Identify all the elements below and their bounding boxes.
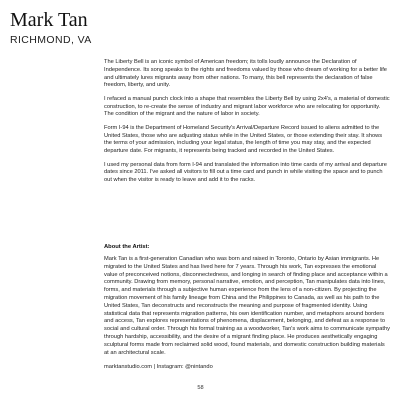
- artist-bio: Mark Tan is a first-generation Canadian who was born and raised in Toronto, Ontario by Asian immigrants. He migrated to the United States and has lived here for 7 years. Through his work, Tan expresses the emotional value of preconceived notions, disconnectedness, and longing in search of finding place and acceptance within a community. Drawing from memory, personal narrative, emotion, and perception, Tan manipulates data into lines, forms, and materials through a subjective human experience from the lens of a non-citizen. By projecting the migration movement of his family lineage from China and the Philippines to Canada, as well as his path to the United States, Tan deconstructs and reconstructs the meaning and purpose of fragmented identity. Using statistical data that represents migration patterns, his own identification number, and metaphors around borders and access, Tan explores representations of phenomena, displacement, belonging, and defeat as a response to social and cultural order. Through his formal training as a woodworker, Tan's work aims to communicate sympathy through hardship, accessibility, and the desire of a migrant finding place. He produces aesthetically engaging sculptural forms made from reclaimed solid wood, found materials, and domestic construction building materials at an architectural scale.: [104, 256, 391, 356]
- statement-paragraph: I refaced a manual punch clock into a shape that resembles the Liberty Bell by using 2x4's, a material of domestic construction, to re-create the sense of industry and migrant labor workforce who are relocating for opportunity. The condition of the migrant and the nature of labor in society.: [104, 95, 390, 118]
- statement-paragraph: The Liberty Bell is an iconic symbol of American freedom; its tolls loudly announce the Declaration of Independence. Its song speaks to the rights and freedoms valued by those who dream of working for a better life and ultimately lures migrants away from other nations. To many, this bell represents the declaration of false freedom, liberty, and unity.: [104, 59, 387, 89]
- artist-statement: [104, 59, 390, 191]
- about-artist-heading: About the Artist:: [104, 244, 150, 250]
- artist-location: RICHMOND, VA: [10, 34, 92, 46]
- artist-name: Mark Tan: [10, 9, 88, 31]
- page-number: 58: [197, 385, 204, 391]
- statement-paragraph: I used my personal data from form I-94 and translated the information into time cards of my arrival and departure dates since 2011. I've asked all visitors to fill out a time card and punch in while visiting the space and to punch out when the visitor is ready to leave and add it to the racks.: [104, 161, 387, 184]
- artist-contact-line: marktanstudio.com | Instagram: @nintando: [104, 364, 213, 370]
- statement-paragraph: Form I-94 is the Department of Homeland Security's Arrival/Departure Record issued to aliens admitted to the United States, those who are adjusting status while in the United States, or those extending their stay. It shows the terms of your admission, including your legal status, the length of time you may stay, and the expected departure date. For migrants, it represents being tracked and recorded in the United States.: [104, 124, 383, 155]
